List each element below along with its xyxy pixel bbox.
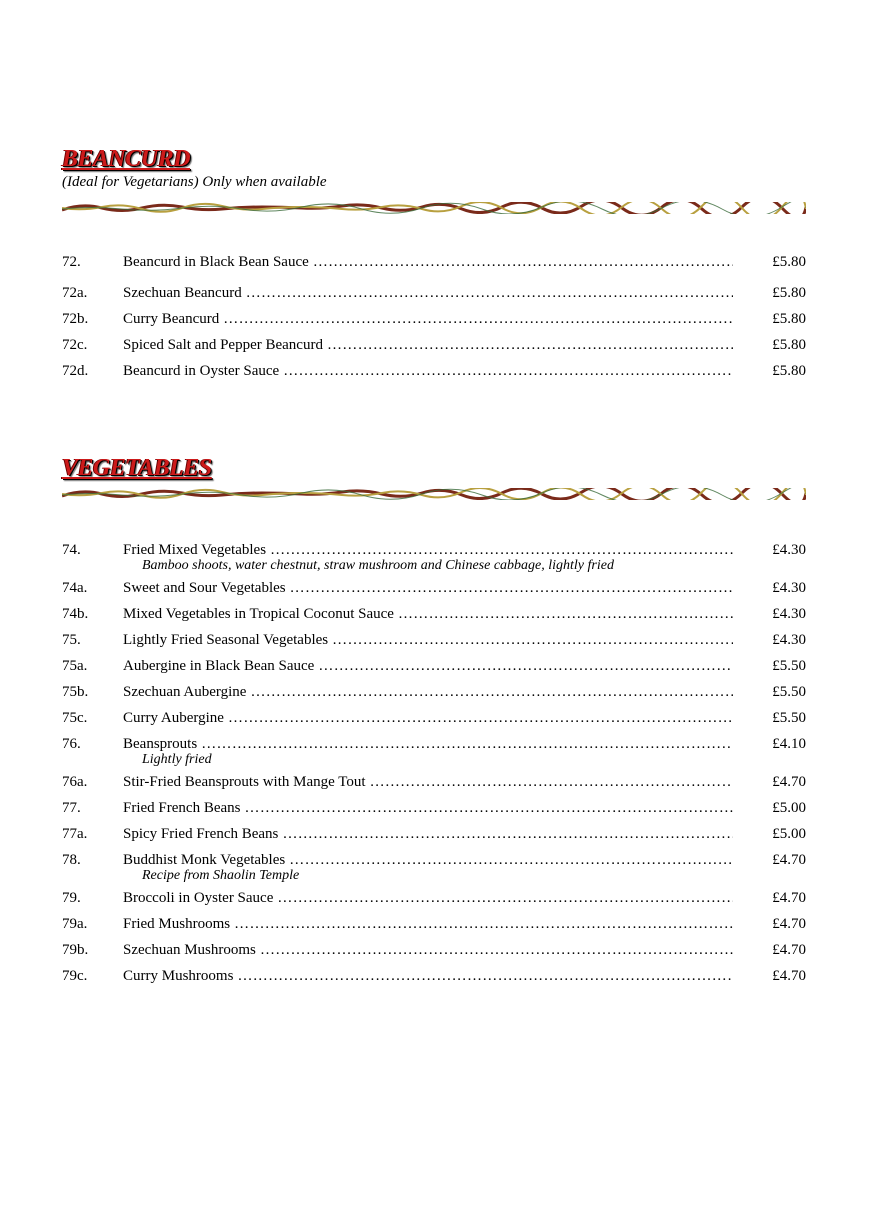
item-number: 75b. bbox=[62, 684, 89, 700]
item-price: £5.80 bbox=[772, 254, 806, 270]
item-price: £4.70 bbox=[772, 774, 806, 790]
item-name: Curry Aubergine ……………………………………………………………………………………………………………………………………………………………………………………………………………… bbox=[123, 708, 733, 728]
beancurd-subtitle: (Ideal for Vegetarians) Only when available bbox=[62, 174, 327, 190]
menu-item-row bbox=[62, 966, 806, 986]
menu-item-row bbox=[62, 630, 806, 650]
menu-item-row bbox=[62, 540, 806, 560]
item-number: 72d. bbox=[62, 363, 89, 379]
item-number: 76a. bbox=[62, 774, 88, 790]
item-name: Stir-Fried Beansprouts with Mange Tout ……………………………………………………………………………………………………………………………………………………………………………………………………………… bbox=[123, 772, 733, 792]
item-name: Szechuan Beancurd ……………………………………………………………………………………………………………………………………………………………………………………………………………… bbox=[123, 283, 733, 303]
item-name: Spiced Salt and Pepper Beancurd ……………………………………………………………………………………………………………………………………………………………………………………………………………… bbox=[123, 335, 733, 355]
item-name: Szechuan Mushrooms ……………………………………………………………………………………………………………………………………………………………………………………………………………… bbox=[123, 940, 733, 960]
item-name: Lightly Fried Seasonal Vegetables ……………………………………………………………………………………………………………………………………………………………………………………………………………… bbox=[123, 630, 733, 650]
item-price: £5.50 bbox=[772, 710, 806, 726]
item-number: 72a. bbox=[62, 285, 88, 301]
item-number: 78. bbox=[62, 852, 81, 868]
menu-item-row bbox=[62, 798, 806, 818]
item-name: Beancurd in Black Bean Sauce ……………………………………………………………………………………………………………………………………………………………………………………………………………… bbox=[123, 252, 733, 272]
item-name: Curry Mushrooms ……………………………………………………………………………………………………………………………………………………………………………………………………………… bbox=[123, 966, 733, 986]
menu-item-row bbox=[62, 309, 806, 329]
item-price: £4.70 bbox=[772, 968, 806, 984]
item-price: £4.30 bbox=[772, 606, 806, 622]
item-price: £5.80 bbox=[772, 311, 806, 327]
item-price: £4.30 bbox=[772, 542, 806, 558]
item-name: Beansprouts ……………………………………………………………………………………………………………………………………………………………………………………………………………… bbox=[123, 734, 733, 754]
beancurd-section bbox=[62, 146, 806, 396]
item-price: £4.70 bbox=[772, 890, 806, 906]
menu-item-row bbox=[62, 734, 806, 754]
item-price: £5.00 bbox=[772, 800, 806, 816]
item-number: 75c. bbox=[62, 710, 88, 726]
item-number: 79. bbox=[62, 890, 81, 906]
item-number: 74. bbox=[62, 542, 81, 558]
item-price: £5.80 bbox=[772, 363, 806, 379]
item-description: Bamboo shoots, water chestnut, straw mushroom and Chinese cabbage, lightly fried bbox=[142, 558, 614, 573]
item-price: £4.70 bbox=[772, 942, 806, 958]
item-number: 74a. bbox=[62, 580, 88, 596]
item-price: £4.10 bbox=[772, 736, 806, 752]
menu-item-row bbox=[62, 824, 806, 844]
item-name: Szechuan Aubergine ……………………………………………………………………………………………………………………………………………………………………………………………………………… bbox=[123, 682, 733, 702]
item-number: 72c. bbox=[62, 337, 88, 353]
item-name: Fried French Beans ……………………………………………………………………………………………………………………………………………………………………………………………………………… bbox=[123, 798, 733, 818]
menu-item-row bbox=[62, 578, 806, 598]
item-name: Fried Mixed Vegetables ……………………………………………………………………………………………………………………………………………………………………………………………………………… bbox=[123, 540, 733, 560]
item-price: £5.80 bbox=[772, 337, 806, 353]
item-number: 79a. bbox=[62, 916, 88, 932]
item-number: 75. bbox=[62, 632, 81, 648]
item-price: £5.50 bbox=[772, 658, 806, 674]
item-name: Spicy Fried French Beans ……………………………………………………………………………………………………………………………………………………………………………………………………………… bbox=[123, 824, 733, 844]
menu-item-row bbox=[62, 850, 806, 870]
menu-item-row bbox=[62, 656, 806, 676]
item-number: 79c. bbox=[62, 968, 88, 984]
vegetables-heading: VEGETABLES bbox=[62, 455, 212, 481]
item-name: Fried Mushrooms ……………………………………………………………………………………………………………………………………………………………………………………………………………… bbox=[123, 914, 733, 934]
menu-item-row bbox=[62, 682, 806, 702]
item-description: Recipe from Shaolin Temple bbox=[142, 868, 300, 883]
menu-item-row bbox=[62, 361, 806, 381]
item-price: £5.00 bbox=[772, 826, 806, 842]
item-price: £4.30 bbox=[772, 632, 806, 648]
item-name: Sweet and Sour Vegetables ……………………………………………………………………………………………………………………………………………………………………………………………………………… bbox=[123, 578, 733, 598]
item-number: 79b. bbox=[62, 942, 89, 958]
beancurd-heading: BEANCURD bbox=[62, 146, 191, 172]
menu-item-row bbox=[62, 940, 806, 960]
decorative-divider bbox=[62, 202, 806, 214]
item-price: £5.50 bbox=[772, 684, 806, 700]
item-name: Beancurd in Oyster Sauce ……………………………………………………………………………………………………………………………………………………………………………………………………………… bbox=[123, 361, 733, 381]
item-name: Buddhist Monk Vegetables ……………………………………………………………………………………………………………………………………………………………………………………………………………… bbox=[123, 850, 733, 870]
item-name: Mixed Vegetables in Tropical Coconut Sauce ……………………………………………………………………………………………………………………………………………………………………………………………………………… bbox=[123, 604, 733, 624]
menu-item-row bbox=[62, 914, 806, 934]
menu-item-row bbox=[62, 708, 806, 728]
menu-item-row bbox=[62, 604, 806, 624]
menu-item-row bbox=[62, 283, 806, 303]
item-price: £4.70 bbox=[772, 916, 806, 932]
menu-item-row bbox=[62, 252, 806, 272]
item-name: Broccoli in Oyster Sauce ……………………………………………………………………………………………………………………………………………………………………………………………………………… bbox=[123, 888, 733, 908]
item-price: £5.80 bbox=[772, 285, 806, 301]
item-number: 72. bbox=[62, 254, 81, 270]
item-number: 75a. bbox=[62, 658, 88, 674]
decorative-divider bbox=[62, 488, 806, 500]
item-number: 77a. bbox=[62, 826, 88, 842]
item-number: 77. bbox=[62, 800, 81, 816]
item-price: £4.30 bbox=[772, 580, 806, 596]
item-description: Lightly fried bbox=[142, 752, 212, 767]
vegetables-section bbox=[62, 455, 806, 995]
item-name: Curry Beancurd ……………………………………………………………………………………………………………………………………………………………………………………………………………… bbox=[123, 309, 733, 329]
item-number: 74b. bbox=[62, 606, 89, 622]
menu-item-row bbox=[62, 772, 806, 792]
menu-item-row bbox=[62, 335, 806, 355]
item-number: 72b. bbox=[62, 311, 89, 327]
item-number: 76. bbox=[62, 736, 81, 752]
menu-item-row bbox=[62, 888, 806, 908]
item-name: Aubergine in Black Bean Sauce ……………………………………………………………………………………………………………………………………………………………………………………………………………… bbox=[123, 656, 733, 676]
item-price: £4.70 bbox=[772, 852, 806, 868]
